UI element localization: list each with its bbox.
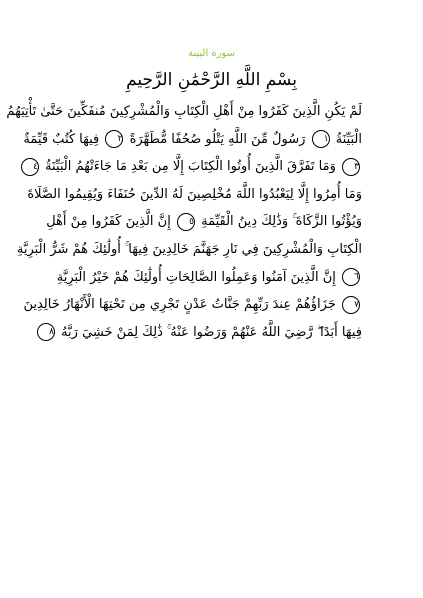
- verse-text: أُولَٰئِكَ هُمْ شَرُّ الْبَرِيَّةِ: [16, 241, 121, 257]
- basmala: بِسْمِ اللَّهِ الرَّحْمَٰنِ الرَّحِيمِ: [126, 70, 297, 90]
- verse-text: رَسُولٌ مِّنَ اللَّهِ يَتْلُو صُحُفًا مُّطَهَّرَةً: [129, 131, 306, 147]
- verse-text: الْبَيِّنَةُ: [335, 131, 362, 147]
- ayah-number-marker: ٣: [342, 158, 360, 176]
- verse-line: [46, 208, 362, 236]
- ayah-number-marker: ٥: [177, 213, 195, 231]
- verse-line: [16, 236, 362, 264]
- ayah-number-marker: ٦: [342, 268, 360, 286]
- verse-text: جَزَاؤُهُمْ عِندَ رَبِّهِمْ جَنَّاتُ عَدْنٍ تَجْرِي مِن تَحْتِهَا الْأَنْهَارُ خَالِدِينَ: [23, 297, 336, 313]
- ayah-number-marker: ٤: [21, 158, 39, 176]
- verse-text: إِنَّ الَّذِينَ آمَنُوا وَعَمِلُوا الصَّالِحَاتِ أُولَٰئِكَ هُمْ خَيْرُ الْبَرِيَّةِ: [56, 269, 336, 285]
- verse-text-block: [6, 98, 362, 346]
- verse-text: لَمْ يَكُنِ الَّذِينَ كَفَرُوا مِنْ أَهْلِ الْكِتَابِ وَالْمُشْرِكِينَ مُنفَكِّينَ حَتَّىٰ تَأْتِيَهُمُ: [6, 104, 362, 119]
- verse-line: [23, 126, 362, 154]
- verse-text: فِيهَا أَبَدًا: [320, 324, 362, 340]
- verse-line: [23, 291, 362, 319]
- verse-line: [33, 153, 362, 181]
- ayah-number-marker: ٨: [37, 323, 55, 341]
- verse-text: ذَٰلِكَ لِمَنْ خَشِيَ رَبَّهُ: [61, 324, 163, 340]
- verse-text: رَّضِيَ اللَّهُ عَنْهُمْ وَرَضُوا عَنْهُ: [170, 324, 313, 340]
- verse-text: وَمَا تَفَرَّقَ الَّذِينَ أُوتُوا الْكِتَابَ إِلَّا مِن بَعْدِ مَا جَاءَتْهُمُ الْبَيِّنَةُ: [45, 159, 336, 175]
- verse-line: [49, 319, 362, 347]
- verse-line: [56, 264, 362, 292]
- verse-text: وَذَٰلِكَ دِينُ الْقَيِّمَةِ: [201, 214, 289, 230]
- ayah-number-marker: ١: [312, 130, 330, 148]
- verse-text: الْكِتَابِ وَالْمُشْرِكِينَ فِي نَارِ جَهَنَّمَ خَالِدِينَ فِيهَا: [128, 241, 362, 257]
- surah-title: سورة البينة: [187, 48, 236, 59]
- verse-line: [6, 98, 362, 126]
- ayah-number-marker: ٢: [105, 130, 123, 148]
- ayah-number-marker: ٧: [342, 296, 360, 314]
- verse-text: فِيهَا كُتُبٌ قَيِّمَةٌ: [23, 131, 100, 147]
- verse-text: وَمَا أُمِرُوا إِلَّا لِيَعْبُدُوا اللَّهَ مُخْلِصِينَ لَهُ الدِّينَ حُنَفَاءَ وَيُقِيمُوا الصَّلَاةَ: [27, 186, 362, 202]
- verse-text: وَيُؤْتُوا الزَّكَاةَ: [295, 214, 362, 230]
- verse-text: إِنَّ الَّذِينَ كَفَرُوا مِنْ أَهْلِ: [46, 214, 171, 230]
- verse-line: [27, 181, 362, 209]
